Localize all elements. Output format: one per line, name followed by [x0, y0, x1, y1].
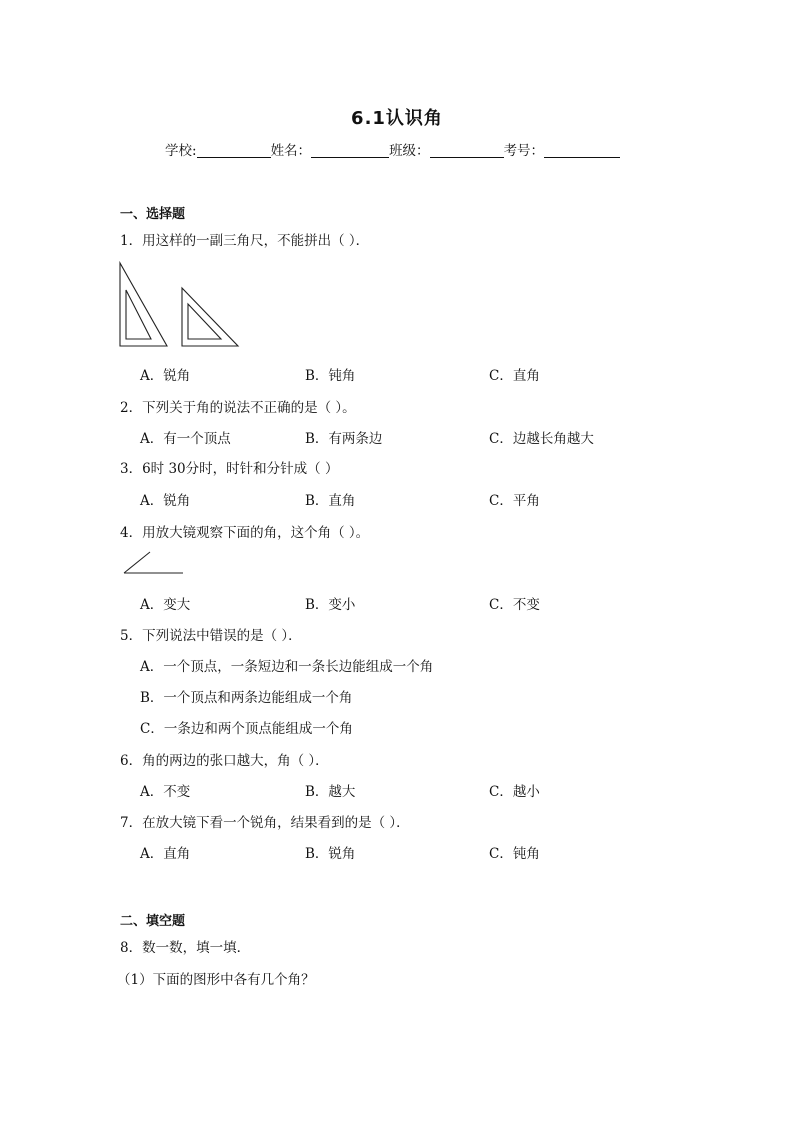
- q3-option-c[interactable]: C．平角: [489, 493, 540, 509]
- question-4-stem: 4．用放大镜观察下面的角，这个角（ ）。: [120, 525, 370, 541]
- number-blank[interactable]: [544, 143, 620, 158]
- class-blank[interactable]: [430, 143, 504, 158]
- q2-option-b[interactable]: B．有两条边: [305, 431, 383, 447]
- q7-option-c[interactable]: C．钝角: [489, 846, 540, 862]
- q4-option-b[interactable]: B．变小: [305, 597, 356, 613]
- question-1-stem: 1．用这样的一副三角尺，不能拼出（ ）．: [120, 233, 370, 249]
- q1-option-a[interactable]: A．锐角: [140, 368, 191, 384]
- triangle-rulers-figure: [117, 260, 241, 350]
- triangle-ruler-right-inner: [188, 304, 221, 339]
- section-fill-heading: 二、填空题: [120, 914, 186, 929]
- q7-option-b[interactable]: B．锐角: [305, 846, 356, 862]
- q3-option-a[interactable]: A．锐角: [140, 493, 191, 509]
- number-label: 考号：: [503, 143, 545, 159]
- q5-option-c[interactable]: C．一条边和两个顶点能组成一个角: [140, 721, 353, 737]
- q2-option-a[interactable]: A．有一个顶点: [140, 431, 231, 447]
- name-label: 姓名：: [270, 143, 312, 159]
- name-blank[interactable]: [311, 143, 389, 158]
- angle-ray-upper: [124, 552, 150, 573]
- q3-option-b[interactable]: B．直角: [305, 493, 356, 509]
- q6-option-c[interactable]: C．越小: [489, 784, 540, 800]
- student-info-line: [165, 139, 620, 159]
- class-label: 班级：: [389, 143, 430, 159]
- question-7-stem: 7．在放大镜下看一个锐角，结果看到的是（ ）．: [120, 815, 410, 831]
- angle-figure: [120, 548, 186, 576]
- section-choice-heading: 一、选择题: [120, 207, 186, 222]
- q2-option-c[interactable]: C．边越长角越大: [489, 431, 594, 447]
- page-title: 6.1认识角: [351, 108, 443, 129]
- question-8-stem: 8．数一数，填一填．: [120, 940, 251, 956]
- q1-option-b[interactable]: B．钝角: [305, 368, 356, 384]
- q1-option-c[interactable]: C．直角: [489, 368, 540, 384]
- question-2-stem: 2．下列关于角的说法不正确的是（ ）。: [120, 400, 356, 416]
- q4-option-a[interactable]: A．变大: [140, 597, 191, 613]
- q5-option-a[interactable]: A．一个顶点，一条短边和一条长边能组成一个角: [140, 659, 434, 675]
- question-6-stem: 6．角的两边的张口越大，角（ ）．: [120, 753, 329, 769]
- school-blank[interactable]: [197, 143, 271, 158]
- q5-option-b[interactable]: B．一个顶点和两条边能组成一个角: [140, 690, 353, 706]
- q4-option-c[interactable]: C．不变: [489, 597, 540, 613]
- school-label: 学校:: [165, 143, 197, 159]
- question-8-sub-1: （1）下面的图形中各有几个角？: [117, 972, 315, 988]
- question-5-stem: 5．下列说法中错误的是（ ）．: [120, 628, 302, 644]
- q7-option-a[interactable]: A．直角: [140, 846, 191, 862]
- q6-option-a[interactable]: A．不变: [140, 784, 191, 800]
- triangle-ruler-left: [120, 263, 167, 346]
- triangle-ruler-right: [182, 288, 238, 346]
- triangle-ruler-left-inner: [126, 290, 151, 339]
- q6-option-b[interactable]: B．越大: [305, 784, 356, 800]
- question-3-stem: 3．6时 30分时，时针和分针成（ ）: [120, 461, 339, 477]
